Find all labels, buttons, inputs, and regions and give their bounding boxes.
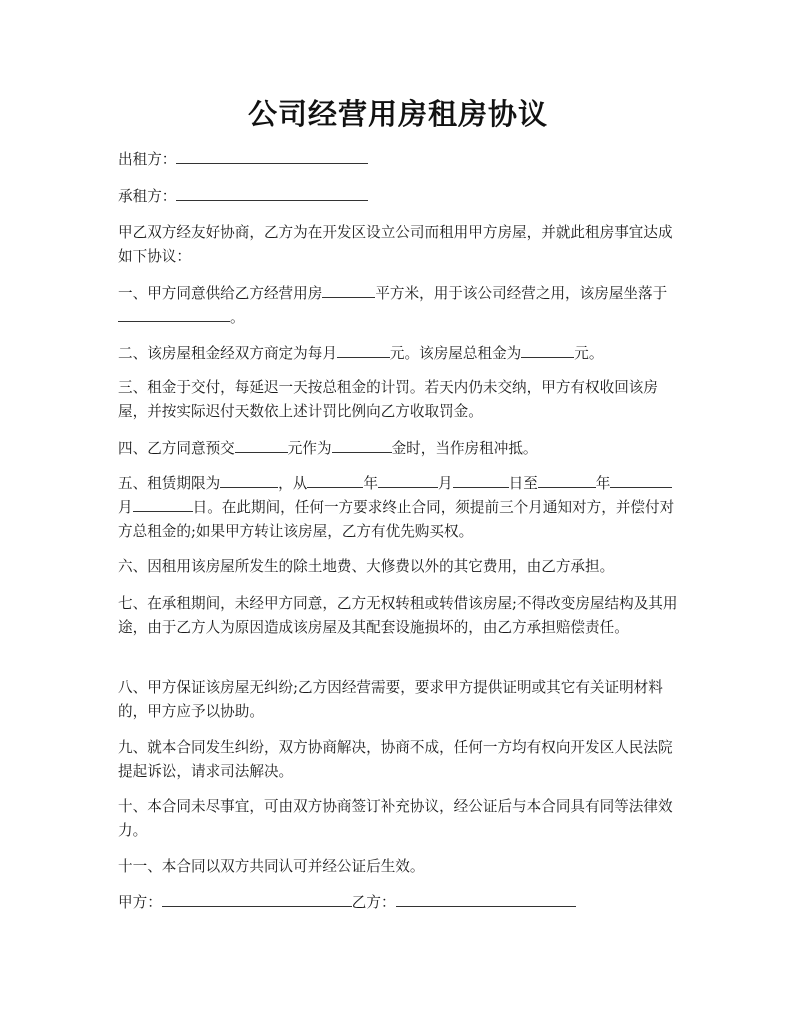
monthly-rent-blank[interactable] (337, 343, 390, 358)
clause-8: 八、甲方保证该房屋无纠纷;乙方因经营需要，要求甲方提供证明或其它有关证明材料的，甲方应予以协助。 (118, 679, 663, 720)
lessee-label: 承租方： (118, 188, 177, 205)
party-a-signature-blank[interactable] (162, 892, 352, 907)
start-year-blank[interactable] (307, 473, 363, 488)
end-month-blank[interactable] (610, 473, 672, 488)
clause-1-text-b: 平方米，用于该公司经营之用，该房屋坐落于 (375, 285, 668, 302)
clause-4-text-b: 元作为 (287, 440, 332, 457)
area-blank[interactable] (322, 283, 375, 298)
clause-6: 六、因租用该房屋所发生的除土地费、大修费以外的其它费用，由乙方承担。 (118, 558, 615, 575)
lessor-blank[interactable] (176, 149, 368, 164)
clause-2-text-b: 元。该房屋总租金为 (389, 345, 522, 362)
clause-5-text-g: 月 (118, 499, 133, 516)
lessee-blank[interactable] (176, 186, 368, 201)
start-day-blank[interactable] (453, 473, 509, 488)
term-blank[interactable] (220, 473, 278, 488)
clause-11: 十一、本合同以双方共同认可并经公证后生效。 (118, 858, 425, 875)
clause-2 (118, 342, 684, 366)
intro-paragraph: 甲乙双方经友好协商，乙方为在开发区设立公司而租用甲方房屋，并就此租房事宜达成如下协议： (118, 224, 673, 265)
clause-5-text-a: 五、租赁期限为 (118, 475, 221, 492)
party-a-label: 甲方： (118, 894, 162, 911)
clause-4-text-a: 四、乙方同意预交 (118, 440, 235, 457)
prepay-blank[interactable] (235, 438, 288, 453)
clause-2-text-c: 元。 (574, 345, 604, 362)
clause-5-text-d: 月 (437, 475, 453, 492)
clause-4-text-c: 金时，当作房租冲抵。 (391, 440, 538, 457)
end-year-blank[interactable] (538, 473, 596, 488)
party-b-signature-blank[interactable] (396, 892, 576, 907)
clause-4 (118, 437, 684, 461)
clause-1-text-c: 。 (230, 309, 245, 326)
clause-3: 三、租金于交付，每延迟一天按总租金的计罚。若天内仍未交纳，甲方有权收回该房屋，并按实际迟付天数依上述计罚比例向乙方收取罚金。 (118, 379, 658, 420)
lessee-line (118, 185, 684, 209)
signature-row (118, 891, 684, 915)
party-b-label: 乙方： (351, 894, 396, 911)
deposit-type-blank[interactable] (332, 438, 392, 453)
clause-2-text-a: 二、该房屋租金经双方商定为每月 (118, 345, 337, 362)
lessor-label: 出租方： (118, 151, 177, 168)
clause-9: 九、就本合同发生纠纷，双方协商解决，协商不成，任何一方均有权向开发区人民法院提起诉讼，请求司法解决。 (118, 739, 673, 780)
clause-5-text-e: 日至 (508, 475, 538, 492)
lessor-line (118, 148, 684, 172)
clause-5 (118, 472, 684, 544)
clause-5-text-b: ，从 (278, 475, 308, 492)
clause-5-text-c: 年 (363, 475, 378, 492)
total-rent-blank[interactable] (521, 343, 574, 358)
clause-5-text-f: 年 (595, 475, 611, 492)
location-blank[interactable] (118, 307, 230, 322)
start-month-blank[interactable] (378, 473, 438, 488)
clause-1 (118, 282, 684, 330)
document-title: 公司经营用房租房协议 (247, 97, 548, 131)
clause-1-text-a: 一、甲方同意供给乙方经营用房 (118, 285, 323, 302)
end-day-blank[interactable] (133, 497, 193, 512)
clause-7: 七、在承租期间，未经甲方同意，乙方无权转租或转借该房屋;不得改变房屋结构及其用途，由于乙方人为原因造成该房屋及其配套设施损坏的，由乙方承担赔偿责任。 (118, 595, 678, 636)
clause-10: 十、本合同未尽事宜，可由双方协商签订补充协议，经公证后与本合同具有同等法律效力。 (118, 798, 673, 839)
clause-5-text-h: 日。在此期间，任何一方要求终止合同，须提前三个月通知对方，并偿付对方总租金的;如果甲方转让该房屋，乙方有优先购买权。 (118, 499, 675, 540)
